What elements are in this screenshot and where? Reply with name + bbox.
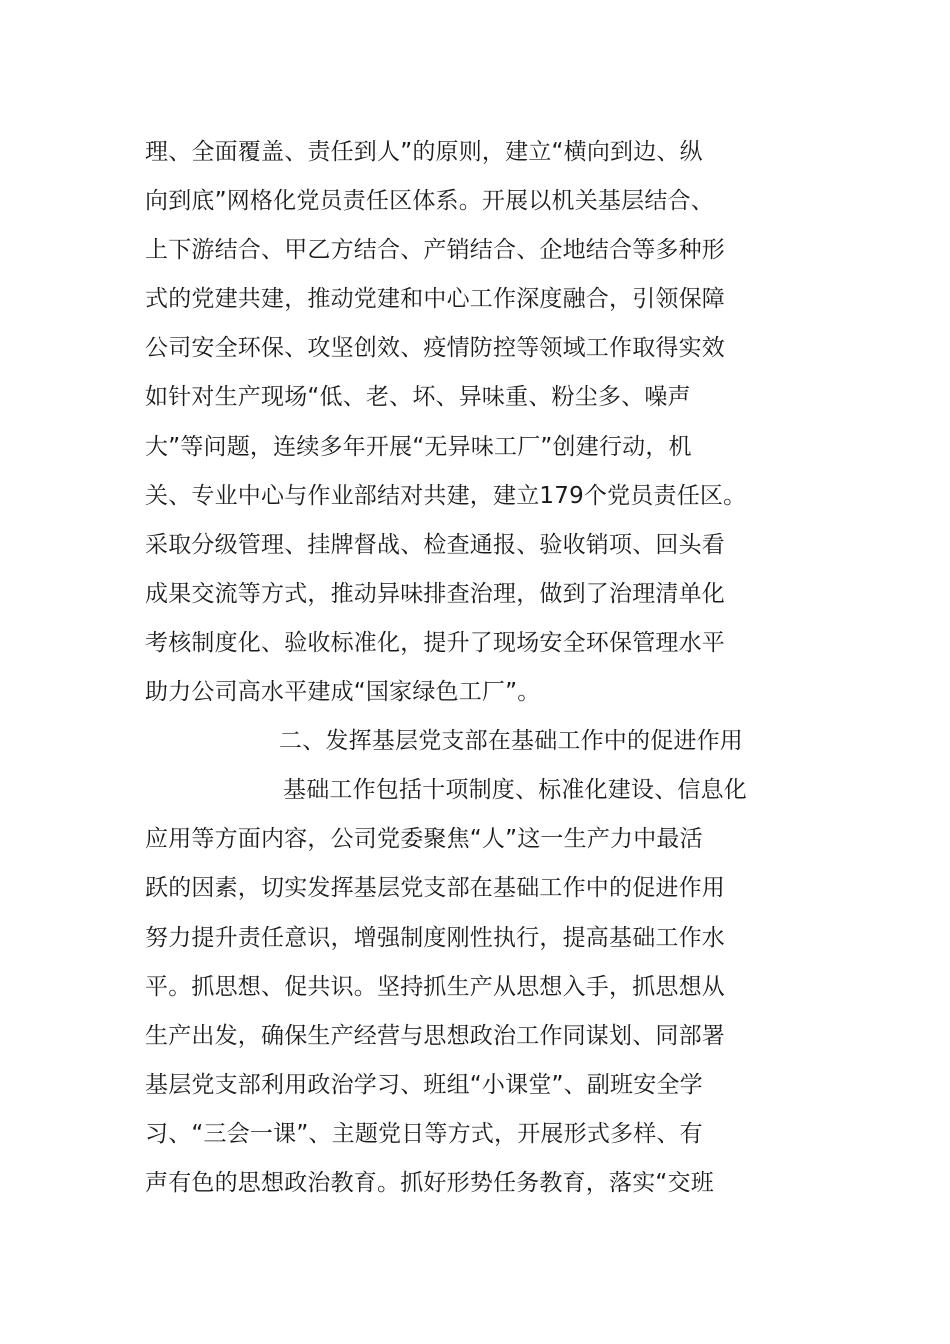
text-line: 成果交流等方式，推动异味排查治理，做到了治理清单化 xyxy=(145,580,725,607)
text-line: 习、“三会一课”、主题党日等方式，开展形式多样、有 xyxy=(145,1120,703,1147)
section-heading: 二、发挥基层党支部在基础工作中的促进作用 xyxy=(279,728,743,755)
text-line: 努力提升责任意识，增强制度刚性执行，提高基础工作水 xyxy=(145,924,725,951)
text-line: 式的党建共建，推动党建和中心工作深度融合，引领保障 xyxy=(145,286,725,313)
text-line: 向到底”网格化党员责任区体系。开展以机关基层结合、 xyxy=(145,188,714,215)
text-line: 应用等方面内容，公司党委聚焦“人”这一生产力中最活 xyxy=(145,826,703,853)
text-line: 考核制度化、验收标准化，提升了现场安全环保管理水平 xyxy=(145,629,725,656)
text-line: 声有色的思想政治教育。抓好形势任务教育，落实“交班 xyxy=(145,1169,714,1196)
text-line: 公司安全环保、攻坚创效、疫情防控等领域工作取得实效 xyxy=(145,335,725,362)
text-line: 理、全面覆盖、责任到人”的原则，建立“横向到边、纵 xyxy=(145,139,703,165)
paragraph-1 xyxy=(145,128,835,717)
text-line: 上下游结合、甲乙方结合、产销结合、企地结合等多种形 xyxy=(145,237,725,264)
text-line: 如针对生产现场“低、老、坏、异味重、粉尘多、噪声 xyxy=(145,384,691,411)
text-line: 基层党支部利用政治学习、班组“小课堂”、副班安全学 xyxy=(145,1071,703,1098)
text-line: 平。抓思想、促共识。坚持抓生产从思想入手，抓思想从 xyxy=(145,973,725,1000)
text-line: 跃的因素，切实发挥基层党支部在基础工作中的促进作用 xyxy=(145,875,725,902)
document-body xyxy=(145,128,835,1208)
text-line: 关、专业中心与作业部结对共建，建立179个党员责任区。 xyxy=(145,482,747,509)
text-line: 生产出发，确保生产经营与思想政治工作同谋划、同部署 xyxy=(145,1022,725,1049)
text-line: 大”等问题，连续多年开展“无异味工厂”创建行动，机 xyxy=(145,433,692,460)
text-line: 基础工作包括十项制度、标准化建设、信息化 xyxy=(283,777,747,804)
text-line: 采取分级管理、挂牌督战、检查通报、验收销项、回头看 xyxy=(145,531,725,558)
paragraph-2 xyxy=(145,766,835,1208)
text-line: 助力公司高水平建成“国家绿色工厂”。 xyxy=(145,679,541,706)
